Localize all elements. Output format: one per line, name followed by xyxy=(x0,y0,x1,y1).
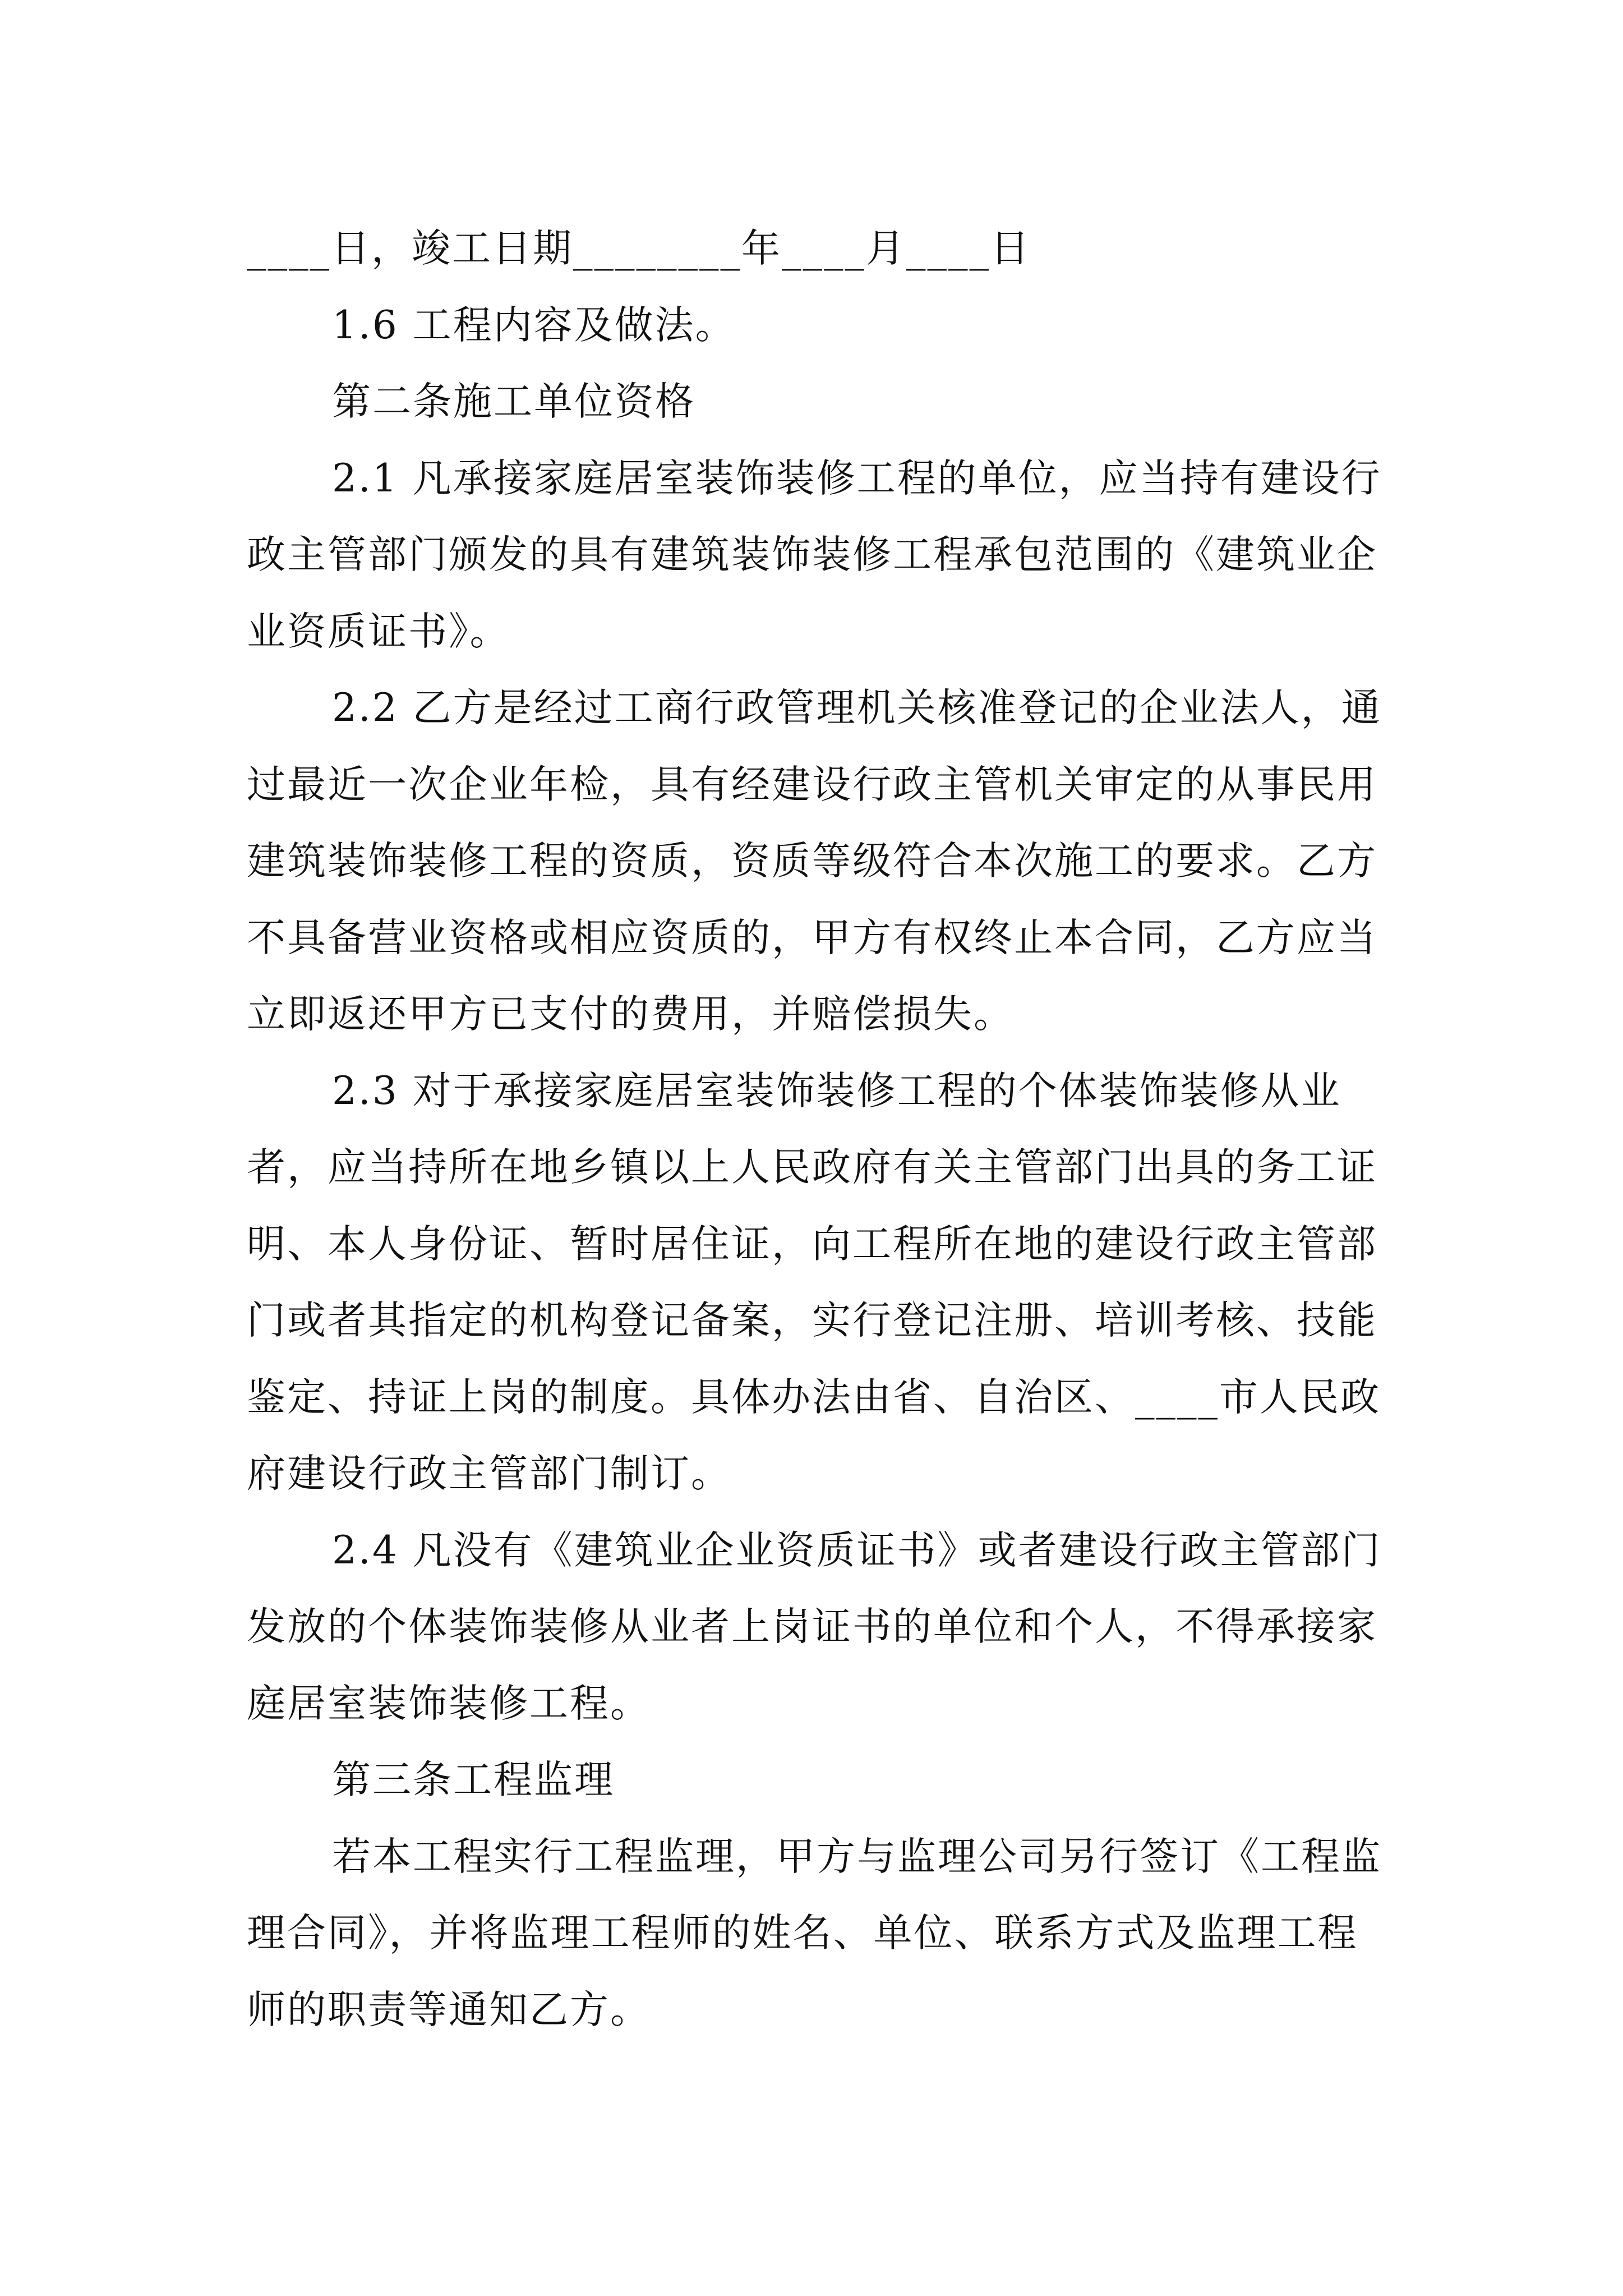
paragraph-2-3: 2.3 对于承接家庭居室装饰装修工程的个体装饰装修从业者，应当持所在地乡镇以上人民政府有关主管部门出具的务工证明、本人身份证、暂时居住证，向工程所在地的建设行政主管部门或者其指定的机构登记备案，实行登记注册、培训考核、技能鉴定、持证上岗的制度。具体办法由省、自治区、____市人民政府建设行政主管部门制订。 xyxy=(247,1068,1381,1496)
heading-article-2: 第二条施工单位资格 xyxy=(332,379,695,424)
paragraph-2-2: 2.2 乙方是经过工商行政管理机关核准登记的企业法人，通过最近一次企业年检，具有经建设行政主管机关审定的从事民用建筑装饰装修工程的资质，资质等级符合本次施工的要求。乙方不具备营业资格或相应资质的，甲方有权终止本合同，乙方应当立即返还甲方已支付的费用，并赔偿损失。 xyxy=(247,685,1382,1037)
paragraph-1-6: 1.6 工程内容及做法。 xyxy=(332,302,736,348)
heading-article-3: 第三条工程监理 xyxy=(332,1757,615,1802)
paragraph-2-1: 2.1 凡承接家庭居室装饰装修工程的单位，应当持有建设行政主管部门颁发的具有建筑装饰装修工程承包范围的《建筑业企业资质证书》。 xyxy=(247,455,1382,654)
paragraph-2-4: 2.4 凡没有《建筑业企业资质证书》或者建设行政主管部门发放的个体装饰装修从业者上岗证书的单位和个人，不得承接家庭居室装饰装修工程。 xyxy=(247,1527,1382,1726)
document-body xyxy=(247,210,1396,2048)
paragraph-completion-date: ____日，竣工日期________年____月____日 xyxy=(247,226,1031,271)
paragraph-article-3-body: 若本工程实行工程监理，甲方与监理公司另行签订《工程监理合同》，并将监理工程师的姓名、单位、联系方式及监理工程师的职责等通知乙方。 xyxy=(247,1834,1382,2032)
